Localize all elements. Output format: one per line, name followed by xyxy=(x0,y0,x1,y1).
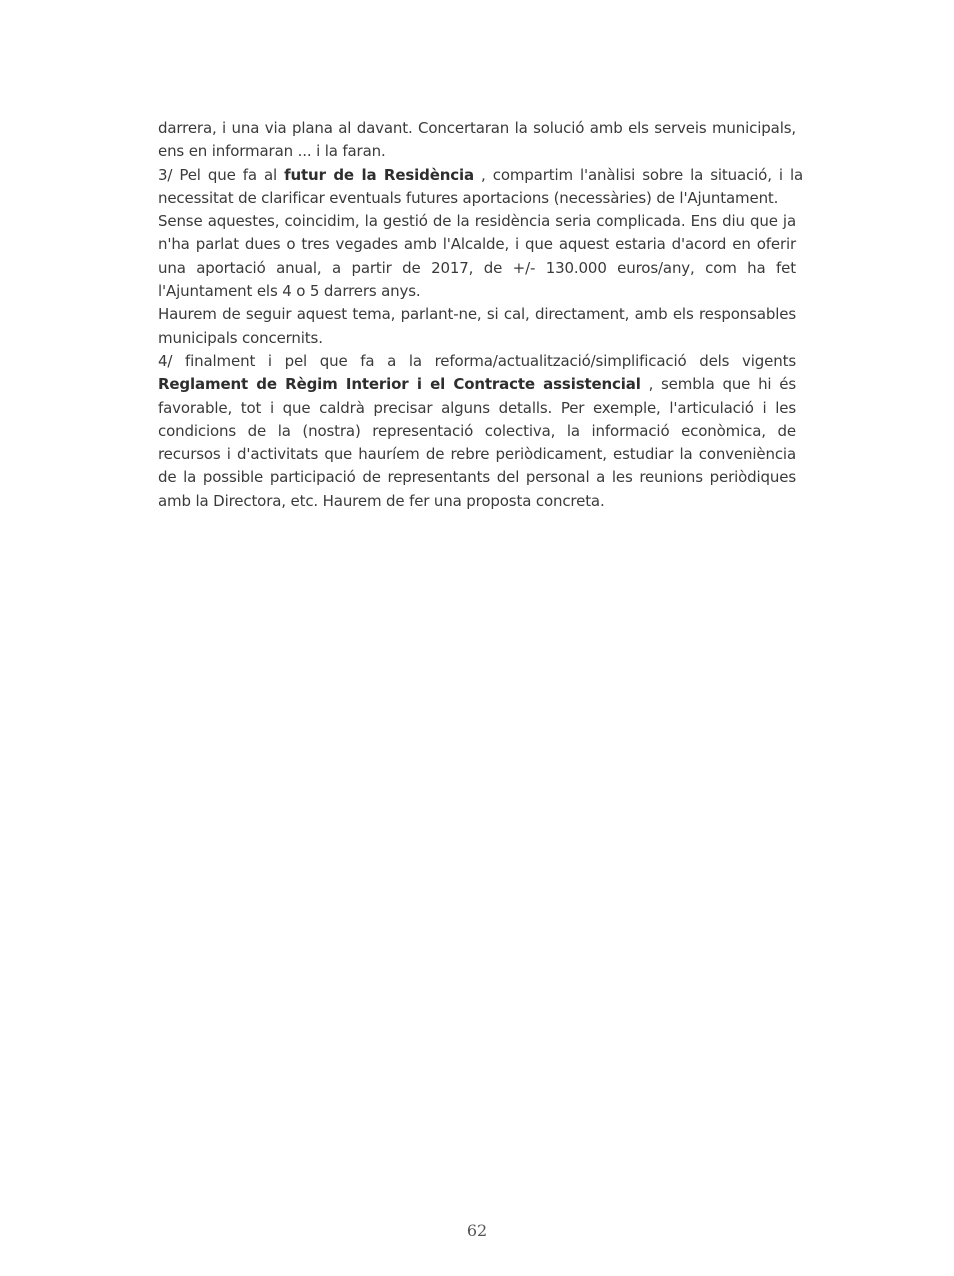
page-number: 62 xyxy=(466,1221,488,1240)
paragraph-text: 4/ finalment i pel que fa a la reforma/actualització/simplificació dels vigents xyxy=(158,351,796,370)
paragraph-point-3 xyxy=(158,164,803,211)
paragraph-contribution xyxy=(158,210,796,303)
paragraph-point-4 xyxy=(158,350,796,513)
paragraph-continuation xyxy=(158,117,796,164)
paragraph-text: 3/ Pel que fa al xyxy=(158,165,285,184)
bold-heading-futur-residencia: futur de la Residència xyxy=(284,165,474,184)
body-text xyxy=(158,117,804,513)
paragraph-text: , compartim l'anàlisi sobre la situació, i la necessitat de clarificar eventuals futures aportacions (necessàries) de l'Ajuntament. xyxy=(158,165,804,207)
paragraph-text: Sense aquestes, coincidim, la gestió de la residència seria complicada. Ens diu que ja n'ha parlat dues o tres vegades amb l'Alcalde, i que aquest estaria d'acord en oferir una aportació anual, a partir de 2017, de +/- 130.000 euros/any, com ha fet l'Ajuntament els 4 o 5 darrers anys. xyxy=(158,212,796,301)
bold-heading-reglament: Reglament de Règim Interior i el Contracte assistencial xyxy=(158,375,641,394)
paragraph-follow-up xyxy=(158,303,796,350)
paragraph-text: , sembla que hi és favorable, tot i que caldrà precisar alguns detalls. Per exemple, l'articulació i les condicions de la (nostra) representació colectiva, la informació econòmica, de recursos i d'activitats que hauríem de rebre periòdicament, estudiar la conveniència de la possible participació de representants del personal a les reunions periòdiques amb la Directora, etc. Haurem de fer una proposta concreta. xyxy=(158,375,796,510)
paragraph-text: Haurem de seguir aquest tema, parlant-ne, si cal, directament, amb els responsables municipals concernits. xyxy=(158,305,796,347)
paragraph-text: darrera, i una via plana al davant. Concertaran la solució amb els serveis municipals, ens en informaran ... i la faran. xyxy=(158,119,796,161)
